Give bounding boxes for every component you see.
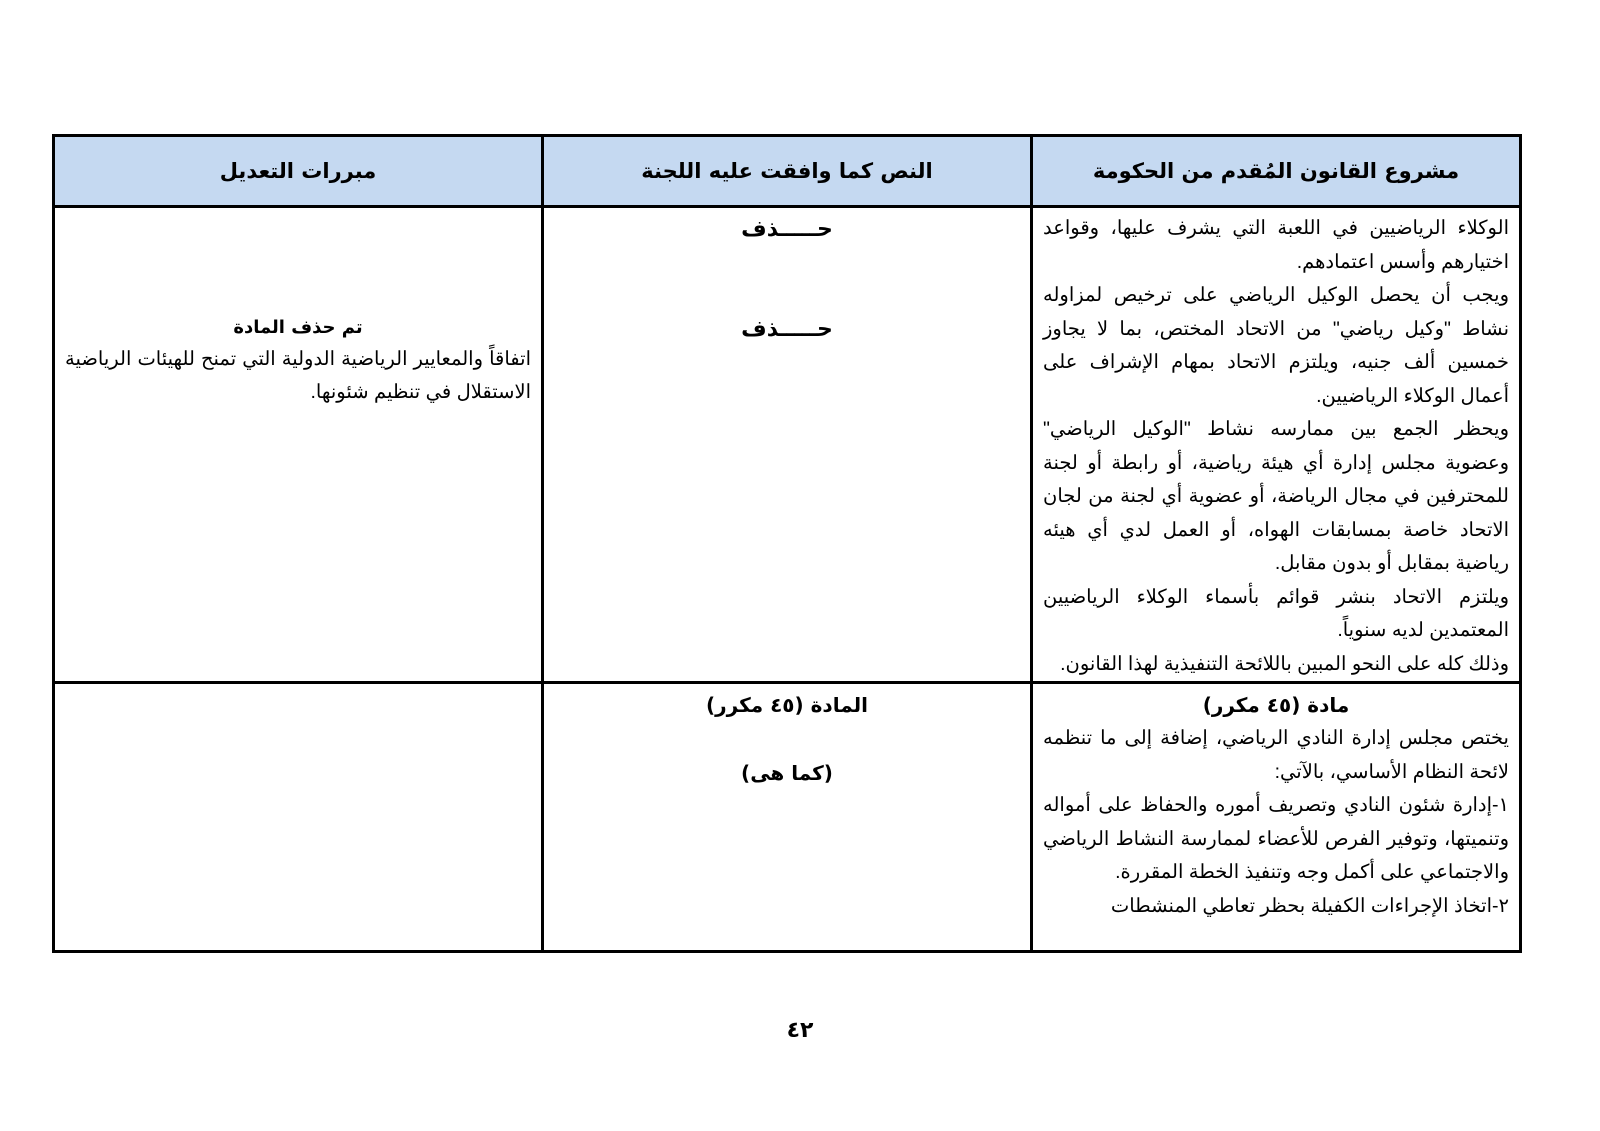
article-title: المادة (٤٥ مكرر)	[706, 693, 868, 717]
justification-body: اتفاقاً والمعايير الرياضية الدولية التي تمنح للهيئات الرياضية الاستقلال في تنظيم شئونها.	[65, 348, 531, 403]
list-item: ٢-اتخاذ الإجراءات الكفيلة بحظر تعاطي المنشطات	[1110, 894, 1509, 917]
deleted-mark: حـــــذف	[741, 317, 833, 342]
paragraph: ويلتزم الاتحاد بنشر قوائم بأسماء الوكلاء الرياضيين المعتمدين لديه سنوياً.	[1043, 585, 1509, 641]
justification-title: تم حذف المادة	[233, 317, 363, 338]
paragraph: الوكلاء الرياضيين في اللعبة التي يشرف عليها، وقواعد اختيارهم وأسس اعتمادهم.	[1043, 217, 1509, 273]
paragraph: ويجب أن يحصل الوكيل الرياضي على ترخيص لمزاوله نشاط "وكيل رياضي" من الاتحاد المختص، بما لا يجاوز خمسين ألف جنيه، ويلتزم الاتحاد بمهام الإشراف على أعمال الوكلاء الرياضيين.	[1043, 284, 1509, 407]
government-draft-text	[1033, 208, 1519, 681]
cell-justifications	[54, 207, 543, 683]
paragraph: وذلك كله على النحو المبين باللائحة التنفيذية لهذا القانون.	[1060, 652, 1509, 675]
paragraph: يختص مجلس إدارة النادي الرياضي، إضافة إلى ما تنظمه لائحة النظام الأساسي، بالآتي:	[1043, 727, 1509, 783]
as-is-status: (كما هى)	[741, 761, 833, 785]
header-justifications: مبررات التعديل	[54, 136, 543, 207]
article-title: مادة (٤٥ مكرر)	[1202, 693, 1350, 717]
list-item: ١-إدارة شئون النادي وتصريف أموره والحفاظ على أمواله وتنميتها، وتوفير الفرص للأعضاء لممارسة النشاط الرياضي والاجتماعي على أكمل وجه وتنفيذ الخطة المقررة.	[1043, 794, 1509, 883]
header-committee-text: النص كما وافقت عليه اللجنة	[543, 136, 1032, 207]
table-row	[54, 207, 1521, 683]
deleted-mark: حـــــذف	[741, 217, 833, 242]
cell-committee-text	[543, 207, 1032, 683]
table-row	[54, 683, 1521, 952]
table-header-row	[54, 136, 1521, 207]
page-number: ٤٢	[786, 1018, 814, 1043]
justification-block	[55, 208, 541, 409]
cell-committee-text	[543, 683, 1032, 952]
cell-government-draft	[1032, 683, 1521, 952]
government-draft-text	[1033, 722, 1519, 923]
header-government-draft: مشروع القانون المُقدم من الحكومة	[1032, 136, 1521, 207]
paragraph: ويحظر الجمع بين ممارسه نشاط "الوكيل الرياضي" وعضوية مجلس إدارة أي هيئة رياضية، أو رابطة أو لجنة للمحترفين في مجال الرياضة، أو عضوية أي لجنة من لجان الاتحاد خاصة بمسابقات الهواه، أو العمل لدي أي هيئه رياضية بمقابل أو بدون مقابل.	[1043, 418, 1509, 574]
comparison-table	[52, 134, 1522, 953]
cell-justifications	[54, 683, 543, 952]
cell-government-draft	[1032, 207, 1521, 683]
